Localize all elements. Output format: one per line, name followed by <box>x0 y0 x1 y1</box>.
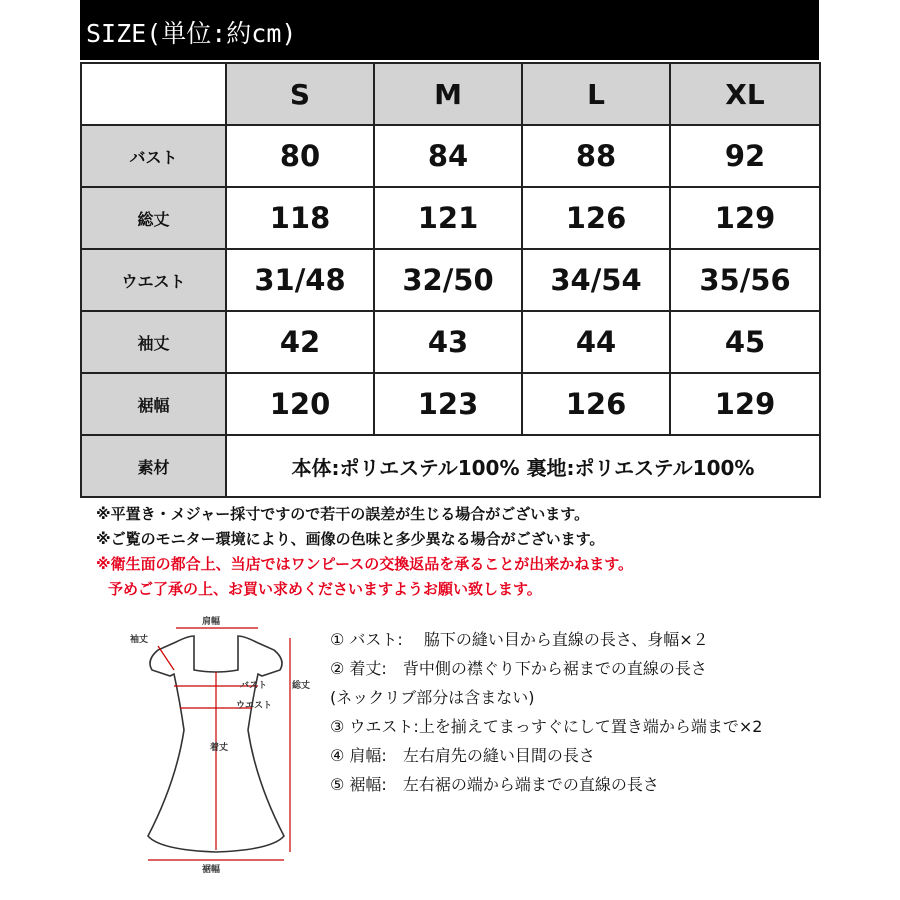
table-row <box>81 187 820 249</box>
size-chart-title: SIZE(単位:約cm) <box>86 19 297 48</box>
table-cell: 84 <box>374 125 522 187</box>
diagram-label-length: 着丈 <box>210 743 229 753</box>
table-cell: 129 <box>670 373 820 435</box>
table-row <box>81 311 820 373</box>
diagram-label-sleeve: 袖丈 <box>130 635 149 645</box>
explanation-hem: ⑤ 裾幅: 左右裾の端から端までの直線の長さ <box>330 775 659 794</box>
table-cell: 123 <box>374 373 522 435</box>
table-cell: 120 <box>226 373 374 435</box>
diagram-label-hem: 裾幅 <box>202 865 221 875</box>
table-cell: 126 <box>522 373 670 435</box>
column-header-l: L <box>522 63 670 125</box>
row-label-bust: バスト <box>81 125 226 187</box>
table-header-row <box>81 63 820 125</box>
table-cell: 126 <box>522 187 670 249</box>
table-corner-cell <box>81 63 226 125</box>
diagram-label-waist: ウエスト <box>236 701 273 711</box>
table-cell: 121 <box>374 187 522 249</box>
diagram-label-total-length: 総丈 <box>292 681 311 691</box>
table-cell: 35/56 <box>670 249 820 311</box>
row-label-material: 素材 <box>81 435 226 497</box>
table-cell: 34/54 <box>522 249 670 311</box>
column-header-s: S <box>226 63 374 125</box>
size-chart-header <box>80 0 819 60</box>
table-row-material <box>81 435 820 497</box>
column-header-xl: XL <box>670 63 820 125</box>
table-cell: 92 <box>670 125 820 187</box>
notes-section <box>96 502 816 602</box>
explanation-waist: ③ ウエスト:上を揃えてまっすぐにして置き端から端まで×2 <box>330 717 763 736</box>
table-row <box>81 373 820 435</box>
diagram-label-bust: バスト <box>240 681 268 691</box>
dress-measurement-diagram <box>118 612 318 874</box>
table-row <box>81 125 820 187</box>
row-label-hem-width: 裾幅 <box>81 373 226 435</box>
size-table <box>80 62 821 498</box>
explanation-length-note: (ネックリブ部分は含まない) <box>330 688 535 707</box>
explanation-shoulder: ④ 肩幅: 左右肩先の縫い目間の長さ <box>330 746 595 765</box>
table-cell: 42 <box>226 311 374 373</box>
table-cell: 88 <box>522 125 670 187</box>
diagram-label-shoulder: 肩幅 <box>202 617 221 627</box>
explanation-length: ② 着丈: 背中側の襟ぐり下から裾までの直線の長さ <box>330 659 707 678</box>
table-row <box>81 249 820 311</box>
material-value: 本体:ポリエステル100% 裏地:ポリエステル100% <box>226 435 820 497</box>
table-cell: 118 <box>226 187 374 249</box>
note-acknowledge: 予めご了承の上、お買い求めくださいますようお願い致します。 <box>108 580 542 598</box>
explanation-bust: ① バスト: 脇下の縫い目から直線の長さ、身幅×２ <box>330 630 709 649</box>
note-monitor: ※ご覧のモニター環境により、画像の色味と多少異なる場合がございます。 <box>96 530 605 548</box>
table-cell: 45 <box>670 311 820 373</box>
table-cell: 32/50 <box>374 249 522 311</box>
measurement-explanations <box>330 625 850 799</box>
note-measurement: ※平置き・メジャー採寸ですので若干の誤差が生じる場合がございます。 <box>96 505 590 523</box>
row-label-sleeve-length: 袖丈 <box>81 311 226 373</box>
table-cell: 80 <box>226 125 374 187</box>
table-cell: 31/48 <box>226 249 374 311</box>
table-cell: 129 <box>670 187 820 249</box>
row-label-waist: ウエスト <box>81 249 226 311</box>
row-label-total-length: 総丈 <box>81 187 226 249</box>
column-header-m: M <box>374 63 522 125</box>
table-cell: 43 <box>374 311 522 373</box>
table-cell: 44 <box>522 311 670 373</box>
note-no-returns: ※衛生面の都合上、当店ではワンピースの交換返品を承ることが出来かねます。 <box>96 555 634 573</box>
